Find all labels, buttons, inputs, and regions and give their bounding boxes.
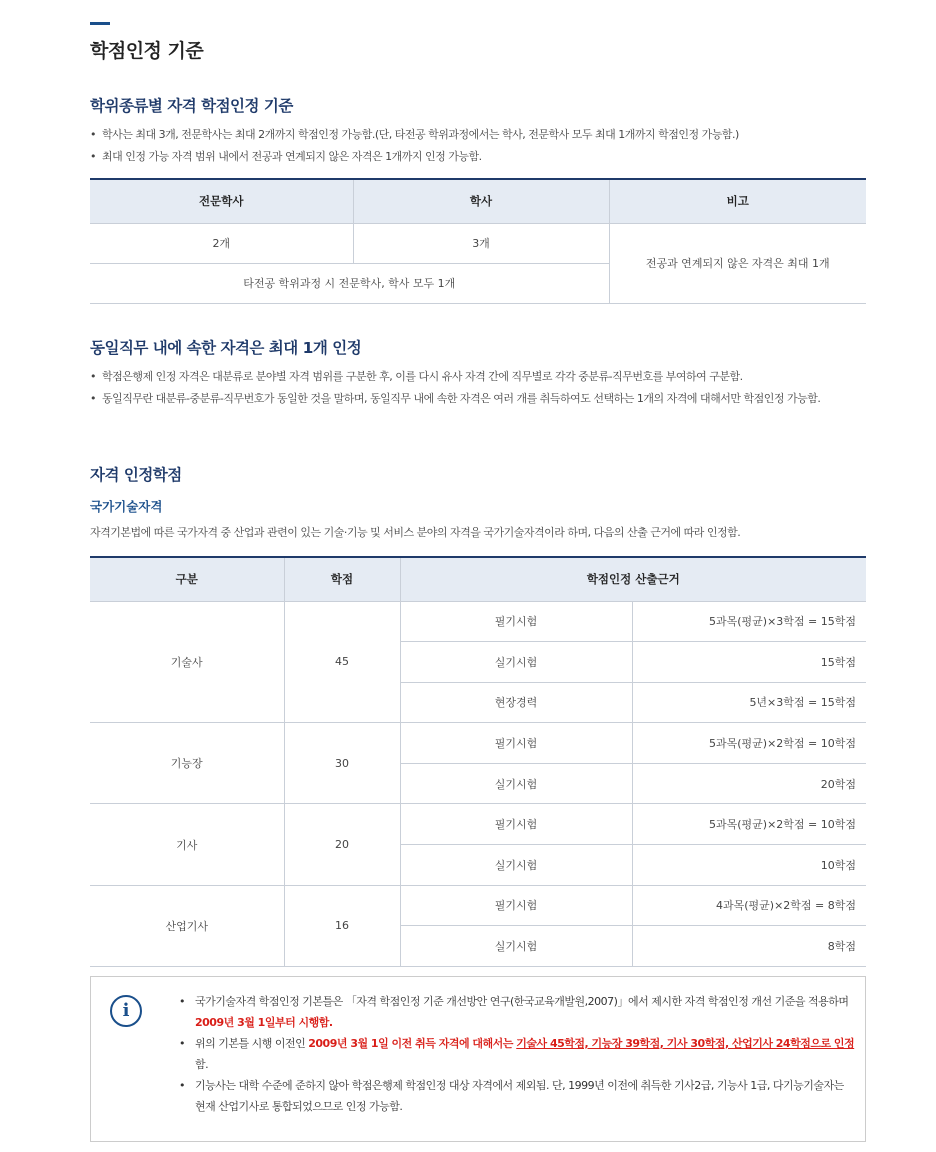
- table-row: [90, 885, 866, 926]
- section-heading-credits: 자격 인정학점: [90, 466, 182, 484]
- table-row: [90, 804, 866, 845]
- info-list: [179, 991, 855, 1117]
- exam-cell: 실기시험: [400, 926, 632, 967]
- table-row: [90, 601, 866, 642]
- header-bachelor: 학사: [353, 179, 609, 223]
- info-highlight: 2009년 3월 1일부터 시행함.: [195, 1016, 333, 1029]
- info-highlight: 2009년 3월 1일 이전 취득 자격에 대해서는: [308, 1037, 517, 1050]
- info-icon: i: [110, 995, 142, 1027]
- table-header-row: [90, 179, 866, 223]
- associate-limit: 2개: [90, 223, 353, 263]
- section-heading-degree-types: 학위종류별 자격 학점인정 기준: [90, 97, 293, 115]
- list-item: • 학점은행제 인정 자격은 대분류로 분야별 자격 범위를 구분한 후, 이를 다시 유사 자격 간에 직무별로 각각 중분류-직무번호를 부여하여 구분함.: [90, 366, 866, 388]
- title-accent-bar: [90, 22, 110, 25]
- basis-cell: 5년×3학점 = 15학점: [632, 682, 866, 723]
- basis-cell: 5과목(평균)×2학점 = 10학점: [632, 804, 866, 845]
- category-cell: 기사: [90, 804, 284, 885]
- other-major-limit: 타전공 학위과정 시 전문학사, 학사 모두 1개: [90, 263, 609, 303]
- same-duty-bullets: [90, 366, 866, 410]
- basis-cell: 4과목(평균)×2학점 = 8학점: [632, 885, 866, 926]
- bachelor-limit: 3개: [353, 223, 609, 263]
- list-item: [179, 1033, 855, 1075]
- credits-cell: 45: [284, 601, 400, 723]
- page-title: 학점인정 기준: [90, 40, 204, 62]
- subheading-national-tech: 국가기술자격: [90, 499, 163, 514]
- degree-limit-table: [90, 178, 866, 304]
- basis-cell: 8학점: [632, 926, 866, 967]
- exam-cell: 필기시험: [400, 885, 632, 926]
- list-item: • 동일직무란 대분류-중분류-직무번호가 동일한 것을 말하며, 동일직무 내에 속한 자격은 여러 개를 취득하여도 선택하는 1개의 자격에 대해서만 학점인정 가능함.: [90, 388, 866, 410]
- header-credits: 학점: [284, 557, 400, 601]
- section-heading-same-duty: 동일직무 내에 속한 자격은 최대 1개 인정: [90, 339, 362, 357]
- exam-cell: 필기시험: [400, 804, 632, 845]
- info-text: 함.: [195, 1058, 209, 1071]
- header-category: 구분: [90, 557, 284, 601]
- basis-cell: 10학점: [632, 845, 866, 886]
- header-associate: 전문학사: [90, 179, 353, 223]
- list-item: [179, 991, 855, 1033]
- header-note: 비고: [609, 179, 866, 223]
- info-box: [90, 976, 866, 1142]
- exam-cell: 실기시험: [400, 763, 632, 804]
- exam-cell: 필기시험: [400, 723, 632, 764]
- basis-cell: 15학점: [632, 642, 866, 683]
- table-row: [90, 223, 866, 263]
- credit-table: [90, 556, 866, 967]
- note-cell: 전공과 연계되지 않은 자격은 최대 1개: [609, 223, 866, 303]
- category-cell: 산업기사: [90, 885, 284, 966]
- table-row: [90, 723, 866, 764]
- list-item: • 최대 인정 가능 자격 범위 내에서 전공과 연계되지 않은 자격은 1개까지 인정 가능함.: [90, 146, 866, 168]
- credits-cell: 20: [284, 804, 400, 885]
- info-text: 국가기술자격 학점인정 기본틀은 「자격 학점인정 기준 개선방안 연구(한국교육개발원,2007)」에서 제시한 자격 학점인정 개선 기준을 적용하며: [195, 995, 849, 1008]
- exam-cell: 실기시험: [400, 845, 632, 886]
- category-cell: 기술사: [90, 601, 284, 723]
- info-underlined-highlight: 기술사 45학점, 기능장 39학점, 기사 30학점, 산업기사 24학점으로 인정: [516, 1037, 855, 1050]
- credits-cell: 30: [284, 723, 400, 804]
- header-basis: 학점인정 산출근거: [400, 557, 866, 601]
- basis-cell: 5과목(평균)×3학점 = 15학점: [632, 601, 866, 642]
- exam-cell: 실기시험: [400, 642, 632, 683]
- list-item: • 기능사는 대학 수준에 준하지 않아 학점은행제 학점인정 대상 자격에서 제외됨. 단, 1999년 이전에 취득한 기사2급, 기능사 1급, 다기능기술자는 현재 산업기사로 통합되었으므로 인정 가능함.: [179, 1075, 855, 1117]
- basis-cell: 20학점: [632, 763, 866, 804]
- info-text: 위의 기본틀 시행 이전인: [195, 1037, 309, 1050]
- exam-cell: 현장경력: [400, 682, 632, 723]
- exam-cell: 필기시험: [400, 601, 632, 642]
- degree-type-bullets: [90, 124, 866, 168]
- list-item: • 학사는 최대 3개, 전문학사는 최대 2개까지 학점인정 가능함.(단, 타전공 학위과정에서는 학사, 전문학사 모두 최대 1개까지 학점인정 가능함.): [90, 124, 866, 146]
- category-cell: 기능장: [90, 723, 284, 804]
- national-tech-description: 자격기본법에 따른 국가자격 중 산업과 관련이 있는 기술·기능 및 서비스 분야의 자격을 국가기술자격이라 하며, 다음의 산출 근거에 따라 인정함.: [90, 526, 741, 539]
- credits-cell: 16: [284, 885, 400, 966]
- basis-cell: 5과목(평균)×2학점 = 10학점: [632, 723, 866, 764]
- table-header-row: [90, 557, 866, 601]
